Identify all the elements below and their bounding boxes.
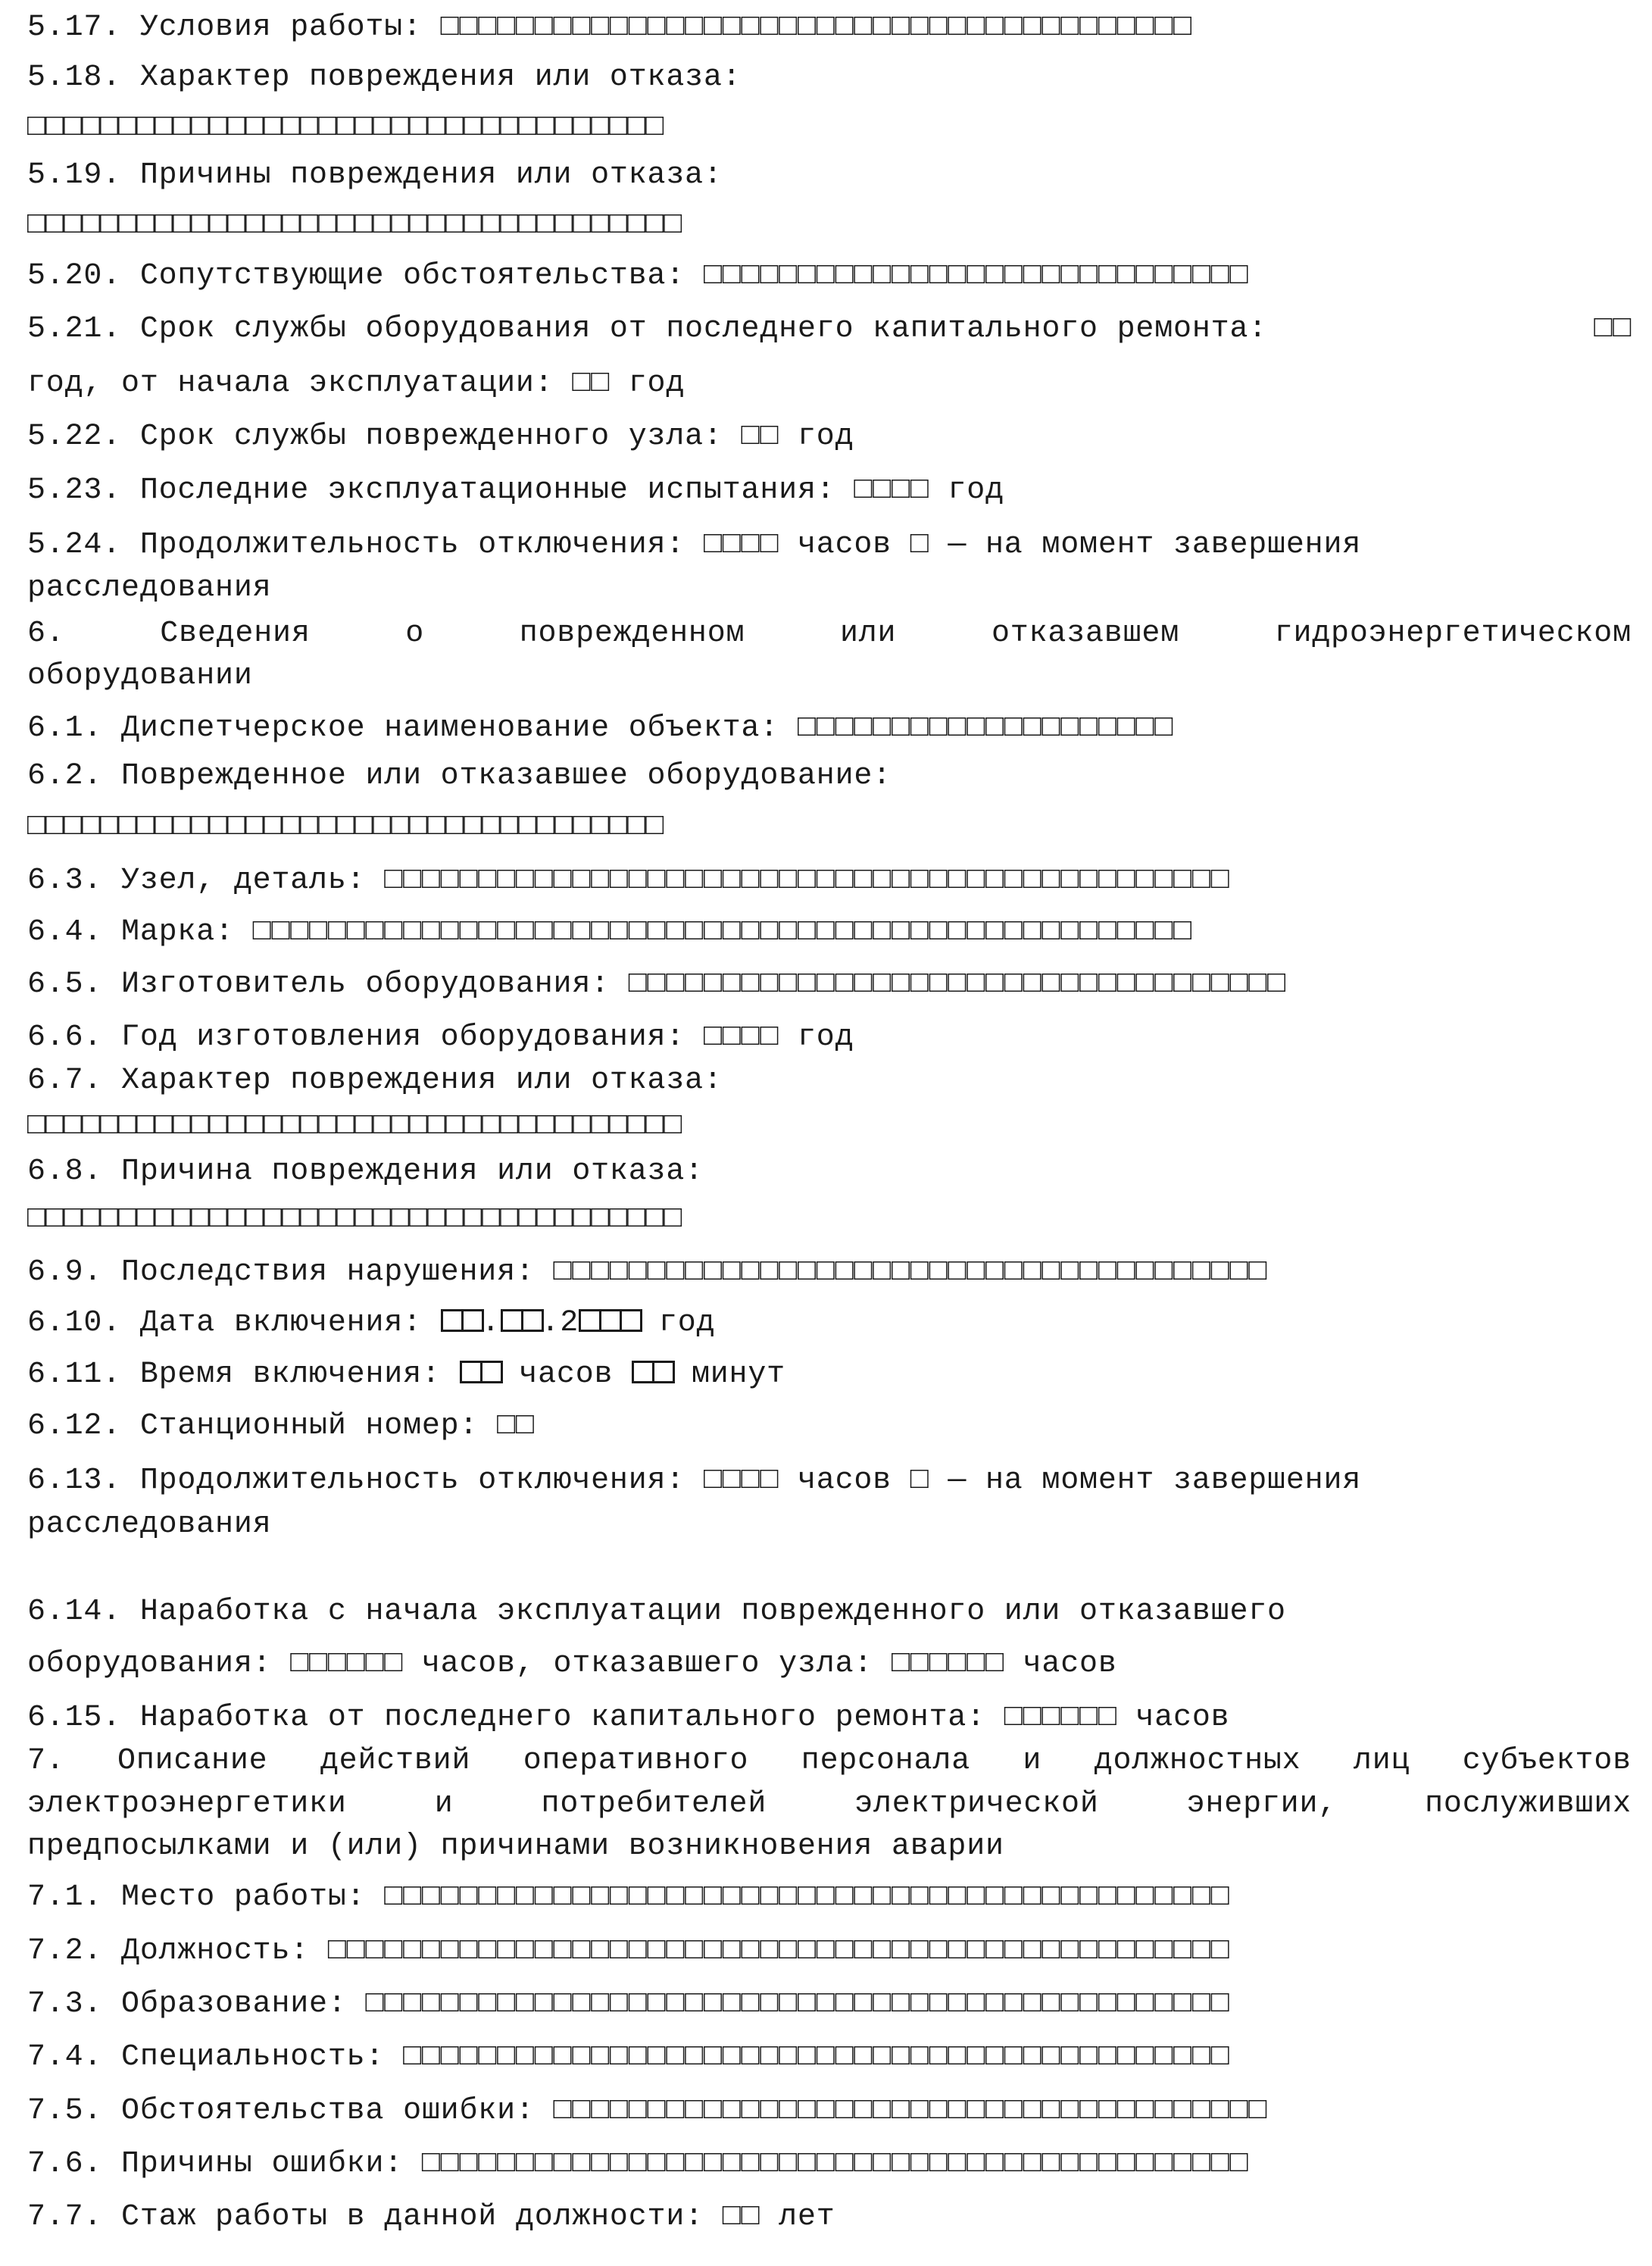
item-5-21-text: 5.21. Срок службы оборудования от последнего капитального ремонта: xyxy=(27,312,1268,346)
section-7-word: и xyxy=(1023,1744,1042,1778)
date-box xyxy=(441,1309,464,1332)
section-7-heading xyxy=(27,1742,1632,1780)
item-5-18-damage-nature: 5.18. Характер повреждения или отказа: xyxy=(27,61,742,95)
item-6-7-damage-nature: 6.7. Характер повреждения или отказа: xyxy=(27,1064,723,1098)
item-7-6-error-causes: 7.6. Причины ошибки: □□□□□□□□□□□□□□□□□□□□□□□□□□□□□□□□□□□□□□□□□□□□ xyxy=(27,2147,1249,2181)
section-7-word: и xyxy=(434,1787,454,1821)
item-5-19-damage-causes: 5.19. Причины повреждения или отказа: xyxy=(27,158,723,192)
item-6-5-manufacturer: 6.5. Изготовитель оборудования: □□□□□□□□□□□□□□□□□□□□□□□□□□□□□□□□□□□ xyxy=(27,967,1286,1002)
section-7-word: Описание xyxy=(117,1744,268,1778)
item-6-10-switch-on-date xyxy=(27,1305,1632,1342)
item-6-15-since-overhaul: 6.15. Наработка от последнего капитального ремонта: □□□□□□ часов xyxy=(27,1701,1230,1735)
date-separator: .2 xyxy=(541,1306,579,1340)
item-7-1-workplace: 7.1. Место работы: □□□□□□□□□□□□□□□□□□□□□□□□□□□□□□□□□□□□□□□□□□□□□ xyxy=(27,1880,1230,1914)
item-5-21-service-life xyxy=(27,311,1632,348)
date-box xyxy=(579,1309,601,1332)
item-6-10-label: 6.10. Дата включения: xyxy=(27,1306,441,1340)
date-box xyxy=(620,1309,642,1332)
section-7-word: 7. xyxy=(27,1744,65,1778)
item-7-2-position: 7.2. Должность: □□□□□□□□□□□□□□□□□□□□□□□□□□□□□□□□□□□□□□□□□□□□□□□□ xyxy=(27,1934,1230,1968)
minutes-unit: минут xyxy=(673,1358,785,1392)
time-box xyxy=(460,1361,482,1383)
section-7-heading-line-3: предпосылками и (или) причинами возникновения аварии xyxy=(27,1830,1004,1864)
section-7-word: электроэнергетики xyxy=(27,1787,347,1821)
item-6-11-label: 6.11. Время включения: xyxy=(27,1358,460,1392)
item-6-13-continued: расследования xyxy=(27,1508,272,1542)
item-6-8-damage-cause: 6.8. Причина повреждения или отказа: xyxy=(27,1155,704,1189)
item-6-8-boxes: □□□□□□□□□□□□□□□□□□□□□□□□□□□□□□□□□□□□ xyxy=(27,1202,682,1236)
section-7-word: должностных xyxy=(1094,1744,1301,1778)
section-6-word: или xyxy=(839,617,897,651)
section-6-heading xyxy=(27,615,1632,653)
item-6-3-node-part: 6.3. Узел, деталь: □□□□□□□□□□□□□□□□□□□□□□□□□□□□□□□□□□□□□□□□□□□□□ xyxy=(27,864,1230,898)
item-5-20-circumstances: 5.20. Сопутствующие обстоятельства: □□□□□□□□□□□□□□□□□□□□□□□□□□□□□ xyxy=(27,259,1249,293)
item-5-17-working-conditions: 5.17. Условия работы: □□□□□□□□□□□□□□□□□□□□□□□□□□□□□□□□□□□□□□□□ xyxy=(27,11,1192,45)
item-6-2-boxes: □□□□□□□□□□□□□□□□□□□□□□□□□□□□□□□□□□□ xyxy=(27,810,664,844)
section-7-word: потребителей xyxy=(541,1787,767,1821)
item-6-2-damaged-equipment: 6.2. Поврежденное или отказавшее оборудование: xyxy=(27,759,892,793)
item-7-4-specialty: 7.4. Специальность: □□□□□□□□□□□□□□□□□□□□□□□□□□□□□□□□□□□□□□□□□□□□ xyxy=(27,2040,1230,2074)
section-7-word: энергии, xyxy=(1186,1787,1338,1821)
section-6-heading-continued: оборудовании xyxy=(27,659,253,693)
item-6-11-switch-on-time xyxy=(27,1356,1632,1394)
section-7-word: персонала xyxy=(801,1744,971,1778)
item-5-24-outage-duration: 5.24. Продолжительность отключения: □□□□ часов □ — на момент завершения xyxy=(27,528,1362,562)
section-7-heading-line-2 xyxy=(27,1786,1632,1824)
item-6-13-outage-duration: 6.13. Продолжительность отключения: □□□□ часов □ — на момент завершения xyxy=(27,1464,1362,1498)
date-box xyxy=(521,1309,544,1332)
date-box xyxy=(501,1309,523,1332)
item-6-4-brand: 6.4. Марка: □□□□□□□□□□□□□□□□□□□□□□□□□□□□□□□□□□□□□□□□□□□□□□□□□□ xyxy=(27,915,1192,949)
section-7-word: послуживших xyxy=(1425,1787,1632,1821)
hours-unit: часов xyxy=(500,1358,632,1392)
item-5-23-last-tests: 5.23. Последние эксплуатационные испытания: □□□□ год xyxy=(27,474,1004,508)
date-separator: . xyxy=(481,1306,501,1340)
section-6-word: 6. xyxy=(27,617,65,651)
item-5-21-operation-start: год, от начала эксплуатации: □□ год xyxy=(27,367,685,401)
item-6-1-dispatch-name: 6.1. Диспетчерское наименование объекта: □□□□□□□□□□□□□□□□□□□□ xyxy=(27,711,1174,745)
item-5-22-node-service-life: 5.22. Срок службы поврежденного узла: □□ год xyxy=(27,420,854,454)
section-7-word: субъектов xyxy=(1462,1744,1632,1778)
date-box xyxy=(599,1309,622,1332)
section-7-word: электрической xyxy=(854,1787,1099,1821)
item-5-24-continued: расследования xyxy=(27,571,272,605)
section-6-word: Сведения xyxy=(160,617,311,651)
item-7-5-error-circumstances: 7.5. Обстоятельства ошибки: □□□□□□□□□□□□□□□□□□□□□□□□□□□□□□□□□□□□□□ xyxy=(27,2094,1268,2128)
time-box xyxy=(652,1361,675,1383)
year-unit: год xyxy=(640,1306,716,1340)
item-6-12-station-number: 6.12. Станционный номер: □□ xyxy=(27,1409,535,1443)
item-7-3-education: 7.3. Образование: □□□□□□□□□□□□□□□□□□□□□□□□□□□□□□□□□□□□□□□□□□□□□□ xyxy=(27,1987,1230,2021)
section-7-word: действий xyxy=(320,1744,471,1778)
item-5-18-boxes: □□□□□□□□□□□□□□□□□□□□□□□□□□□□□□□□□□□ xyxy=(27,111,664,145)
item-5-19-boxes: □□□□□□□□□□□□□□□□□□□□□□□□□□□□□□□□□□□□ xyxy=(27,208,682,242)
section-6-word: отказавшем xyxy=(991,617,1180,651)
item-6-7-boxes: □□□□□□□□□□□□□□□□□□□□□□□□□□□□□□□□□□□□ xyxy=(27,1109,682,1143)
section-7-word: оперативного xyxy=(523,1744,749,1778)
item-5-21-boxes: □□ xyxy=(1594,312,1632,346)
section-6-word: гидроэнергетическом xyxy=(1274,617,1632,651)
time-box xyxy=(632,1361,654,1383)
item-6-14-operating-time: 6.14. Наработка с начала эксплуатации поврежденного или отказавшего xyxy=(27,1595,1286,1629)
item-7-7-experience: 7.7. Стаж работы в данной должности: □□ лет xyxy=(27,2200,835,2234)
item-6-14-continued: оборудования: □□□□□□ часов, отказавшего узла: □□□□□□ часов xyxy=(27,1647,1117,1681)
item-6-6-manufacture-year: 6.6. Год изготовления оборудования: □□□□ год xyxy=(27,1020,854,1055)
item-6-9-consequences: 6.9. Последствия нарушения: □□□□□□□□□□□□□□□□□□□□□□□□□□□□□□□□□□□□□□ xyxy=(27,1255,1268,1289)
time-box xyxy=(480,1361,503,1383)
section-7-word: лиц xyxy=(1353,1744,1410,1778)
section-6-word: поврежденном xyxy=(519,617,745,651)
date-box xyxy=(461,1309,484,1332)
section-6-word: о xyxy=(405,617,425,651)
